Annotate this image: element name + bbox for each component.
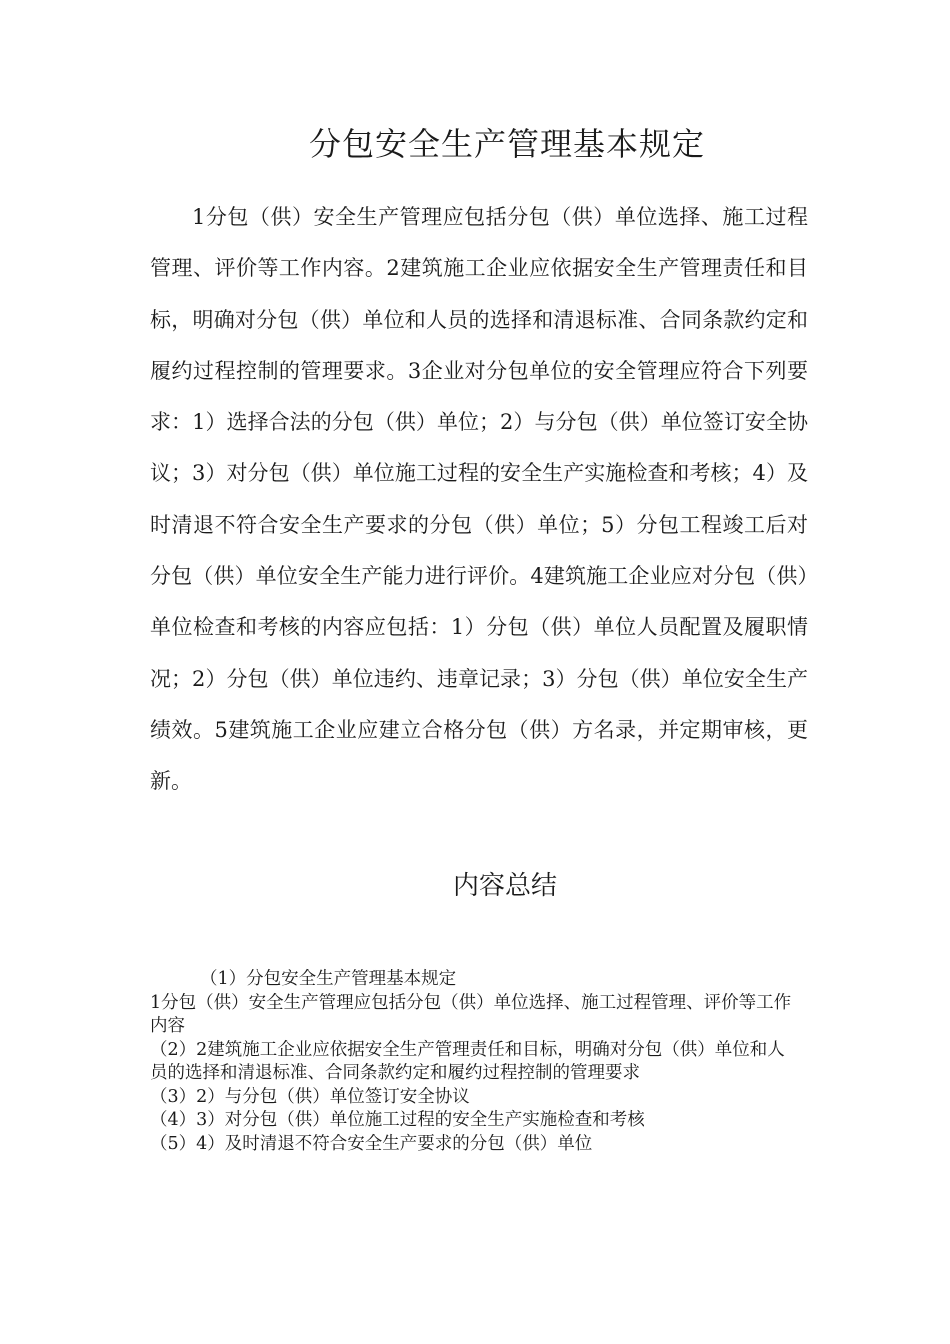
document-body-paragraph: 1分包（供）安全生产管理应包括分包（供）单位选择、施工过程管理、评价等工作内容。2建筑施工企业应依据安全生产管理责任和目标，明确对分包（供）单位和人员的选择和清退标准、合同条款约定和履约过程控制的管理要求。3企业对分包单位的安全管理应符合下列要求：1）选择合法的分包（供）单位；2）与分包（供）单位签订安全协议；3）对分包（供）单位施工过程的安全生产实施检查和考核；4）及时清退不符合安全生产要求的分包（供）单位；5）分包工程竣工后对分包（供）单位安全生产能力进行评价。4建筑施工企业应对分包（供）单位检查和考核的内容应包括：1）分包（供）单位人员配置及履职情况；2）分包（供）单位违约、违章记录；3）分包（供）单位安全生产绩效。5建筑施工企业应建立合格分包（供）方名录，并定期审核，更新。 <box>150 205 808 794</box>
summary-heading: 内容总结 <box>452 871 557 901</box>
document-title: 分包安全生产管理基本规定 <box>308 125 705 163</box>
summary-item: （4）3）对分包（供）单位施工过程的安全生产实施检查和考核 <box>150 1110 645 1130</box>
summary-item: （1）分包安全生产管理基本规定 <box>200 969 457 989</box>
summary-item: 1分包（供）安全生产管理应包括分包（供）单位选择、施工过程管理、评价等工作内容 <box>150 992 792 1036</box>
summary-item: （2）2建筑施工企业应依据安全生产管理责任和目标，明确对分包（供）单位和人员的选择和清退标准、合同条款约定和履约过程控制的管理要求 <box>150 1039 785 1083</box>
summary-item: （3）2）与分包（供）单位签订安全协议 <box>150 1086 470 1107</box>
summary-item: （5）4）及时清退不符合安全生产要求的分包（供）单位 <box>150 1133 593 1154</box>
summary-list <box>150 968 800 1156</box>
